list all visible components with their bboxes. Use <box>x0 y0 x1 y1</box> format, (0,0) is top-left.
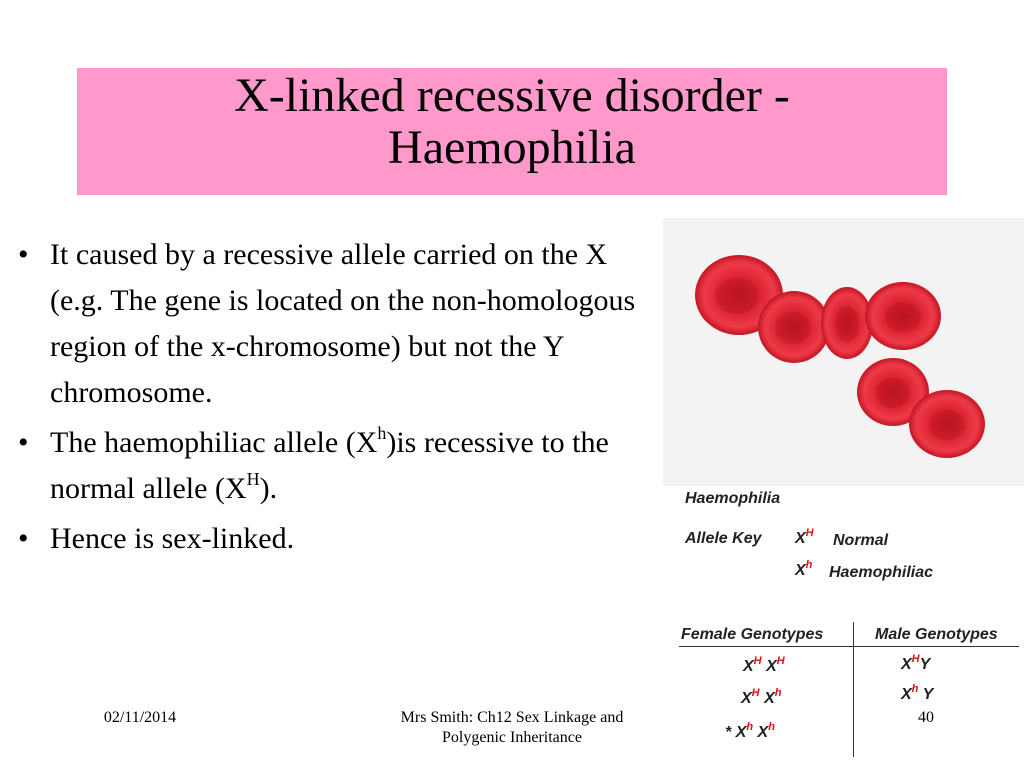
bullet-dot: • <box>18 522 29 555</box>
bullet-item <box>18 232 658 416</box>
title-line-1: X-linked recessive disorder - <box>234 69 790 122</box>
female-genotype-row: $X^H$ $X^h$ <box>741 687 782 707</box>
bullet-dot: • <box>18 238 29 271</box>
haemophiliac-label: Haemophiliac <box>829 564 934 581</box>
normal-label: Normal <box>833 532 889 549</box>
bullet-text: It caused by a recessive allele carried on the X (e.g. The gene is located on the non-homologous region of the x-chromosome) but not the Y chromosome. <box>50 238 636 409</box>
allele-superscript-H: H <box>246 469 260 489</box>
title-line-2: Haemophilia <box>388 121 636 174</box>
red-blood-cell <box>865 282 941 350</box>
bullet-dot: • <box>18 426 29 459</box>
footer-center-line-1: Mrs Smith: Ch12 Sex Linkage and <box>400 709 624 726</box>
footer-date: 02/11/2014 <box>103 709 177 726</box>
allele-key-label: Allele Key <box>685 530 762 547</box>
footer-center-line-2: Polygenic Inheritance <box>442 729 582 746</box>
figure-heading: Haemophilia <box>685 490 781 507</box>
bullet-text: Hence is sex-linked. <box>50 522 295 555</box>
footer-center <box>352 708 672 748</box>
female-genotypes-header: Female Genotypes <box>681 626 824 643</box>
bullet-list <box>18 232 658 566</box>
allele-normal: $X^H$ <box>795 527 814 547</box>
page-number: 40 <box>918 709 934 726</box>
bullet-text-mid: )is recessive to the normal allele (X <box>50 426 609 505</box>
asterisk: * <box>725 724 732 741</box>
allele-haemophiliac: $X^h$ <box>795 559 813 579</box>
red-blood-cells-illustration <box>663 218 1024 486</box>
female-genotype-row: * $X^h$ $X^h$ <box>725 721 775 741</box>
allele-key-figure <box>663 486 1024 768</box>
bullet-text-pre: The haemophiliac allele (X <box>50 426 378 459</box>
bullet-item <box>18 420 658 512</box>
table-divider-horizontal <box>679 646 1019 647</box>
male-genotype-row: $X^HY$ <box>901 653 931 673</box>
red-blood-cell <box>821 287 873 359</box>
bullet-item <box>18 516 658 562</box>
slide-title <box>77 70 947 174</box>
bullet-text-post: ). <box>259 472 278 505</box>
table-divider-vertical <box>853 622 854 757</box>
red-blood-cells-image <box>663 218 1024 486</box>
red-blood-cell <box>758 291 830 363</box>
allele-superscript-h: h <box>377 423 387 443</box>
female-genotype-row: $X^H$ $X^H$ <box>743 655 785 675</box>
male-genotypes-header: Male Genotypes <box>875 626 998 643</box>
red-blood-cell <box>909 390 985 458</box>
male-genotype-row: $X^h$ Y <box>901 683 934 703</box>
